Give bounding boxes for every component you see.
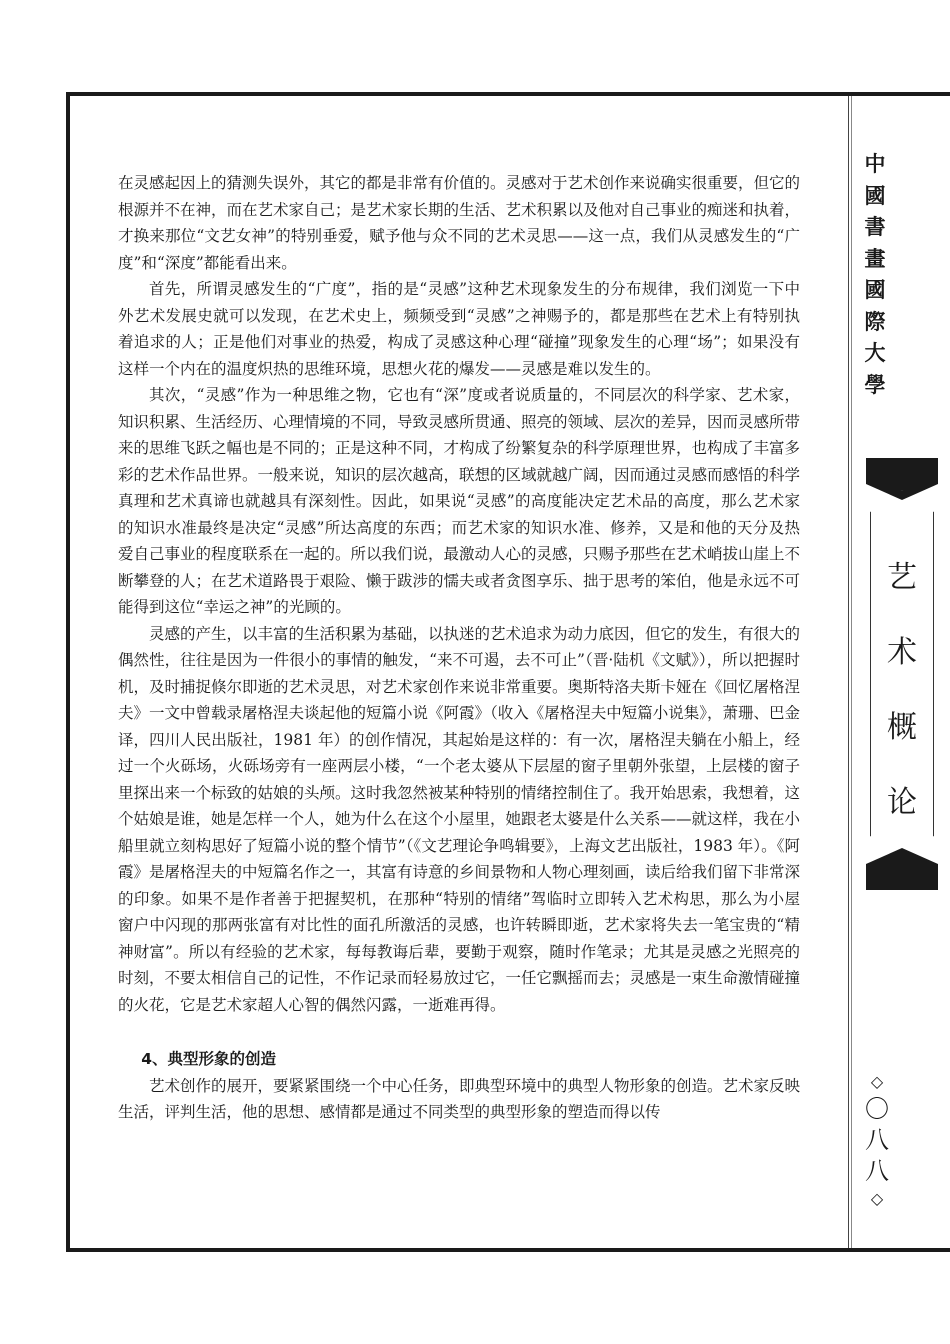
book-title-panel (866, 458, 938, 890)
title-char: 概 (887, 710, 917, 745)
diamond-icon: ◇ (870, 1072, 884, 1091)
sidebar-divider-inner (851, 96, 852, 1248)
paragraph-1: 在灵感起因上的猜测失误外，其它的都是非常有价值的。灵感对于艺术创作来说确实很重要，但它的根源并不在神，而在艺术家自己；是艺术家长期的生活、艺术积累以及他对自己事业的痴迷和执着，才换来那位“文艺女神”的特别垂爱，赋予他与众不同的艺术灵思——这一点，我们从灵感发生的“广度”和“深度”都能看出来。 (118, 174, 801, 272)
frame-left-rule (66, 92, 70, 1252)
title-panel-bottom-ornament (866, 848, 938, 890)
sidebar-divider (848, 96, 849, 1248)
univ-char: 學 (864, 371, 886, 397)
title-char: 论 (887, 785, 917, 820)
title-char: 艺 (887, 560, 917, 595)
diamond-icon: ◇ (870, 1189, 884, 1208)
paragraph-2: 首先，所谓灵感发生的“广度”，指的是“灵感”这种艺术现象发生的分布规律，我们浏览一下中外艺术发展史就可以发现，在艺术史上，频频受到“灵感”之神赐予的，都是那些在艺术上有特别执着追求的人；正是他们对事业的热爱，构成了灵感这种心理“碰撞”现象发生的心理“场”；如果没有这样一个内在的温度炽热的思维环境，思想火花的爆发——灵感是难以发生的。 (118, 280, 800, 378)
section-paragraph: 艺术创作的展开，要紧紧围绕一个中心任务，即典型环境中的典型人物形象的创造。艺术家反映生活，评判生活，他的思想、感情都是通过不同类型的典型形象的塑造而得以传 (118, 1076, 801, 1121)
book-title-vertical (866, 540, 938, 840)
univ-char: 畫 (864, 245, 886, 271)
frame-bottom-rule (66, 1248, 950, 1252)
page-digit: 八 (865, 1157, 889, 1185)
univ-char: 國 (864, 277, 886, 302)
univ-char: 大 (864, 340, 886, 365)
univ-char: 際 (864, 308, 886, 334)
page-number (862, 1070, 892, 1211)
title-char: 术 (887, 635, 917, 670)
university-name-vertical (862, 148, 888, 400)
frame-top-rule (66, 92, 950, 96)
page-digit: 八 (865, 1126, 889, 1154)
univ-char: 國 (864, 182, 886, 208)
page-body (118, 170, 800, 1126)
paragraph-4: 灵感的产生，以丰富的生活积累为基础，以执迷的艺术追求为动力底因，但它的发生，有很大的偶然性，往往是因为一件很小的事情的触发，“来不可遏，去不可止”（晋·陆机《文赋》），所以把握时机，及时捕捉倏尔即逝的艺术灵思，对艺术家创作来说非常重要。奥斯特洛夫斯卡娅在《回忆屠格涅夫》一文中曾载录屠格涅夫谈起他的短篇小说《阿霞》（收入《屠格涅夫中短篇小说集》，萧珊、巴金译，四川人民出版社，1981 年）的创作情况，其起始是这样的：有一次，屠格涅夫躺在小船上，经过一个火砾场，火砾场旁有一座两层小楼，“一个老太婆从下层屋的窗子里朝外张望，上层楼的窗子里探出来一个标致的姑娘的头颅。这时我忽然被某种特别的情绪控制住了。我开始思索，我想着，这个姑娘是谁，她是怎样一个人，她为什么在这个小屋里，她跟老太婆是什么关系——就这样，我在小船里就立刻构思好了短篇小说的整个情节”（《文艺理论争鸣辑要》，上海文艺出版社，1983 年）。《阿霞》是屠格涅夫的中短篇名作之一，其富有诗意的乡间景物和人物心理刻画，读后给我们留下非常深的印象。如果不是作者善于把握契机，在那种“特别的情绪”驾临时立即转入艺术构思，那么为小屋窗户中闪现的那两张富有对比性的面孔所激活的灵感，也许转瞬即逝，艺术家将失去一笔宝贵的“精神财富”。所以有经验的艺术家，每每教诲后辈，要勤于观察，随时作笔录；尤其是灵感之光照亮的时刻，不要太相信自己的记性，不作记录而轻易放过它，一任它飘摇而去；灵感是一束生命激情碰撞的火花，它是艺术家超人心智的偶然闪露，一逝难再得。 (118, 624, 801, 1014)
univ-char: 書 (864, 214, 886, 239)
paragraph-3: 其次，“灵感”作为一种思维之物，它也有“深”度或者说质量的，不同层次的科学家、艺术家，知识积累、生活经历、心理情境的不同，导致灵感所贯通、照亮的领域、层次的差异，因而灵感所带来的思维飞跃之幅也是不同的；正是这种不同，才构成了纷繁复杂的科学原理世界，也构成了丰富多彩的艺术作品世界。一般来说，知识的层次越高，联想的区域就越广阔，因而通过灵感而感悟的科学真理和艺术真谛也就越具有深刻性。因此，如果说“灵感”的高度能决定艺术品的高度，那么艺术家的知识水准最终是决定“灵感”所达高度的东西；而艺术家的知识水准、修养，又是和他的天分及热 爱自己事业的程度联系在一起的。所以我们说，最激动人心的灵感，只赐予那些在艺术峭拔山崖上不断攀登的人；在艺术道路畏于艰险、懒于跋涉的懦夫或者贪图享乐、拙于思考的笨伯，他是永远不可能得到这位“幸运之神”的光顾的。 (118, 386, 801, 616)
section-heading: 4、典型形象的创造 (141, 1050, 277, 1068)
univ-char: 中 (864, 151, 886, 176)
page-digit: 〇 (865, 1095, 889, 1123)
